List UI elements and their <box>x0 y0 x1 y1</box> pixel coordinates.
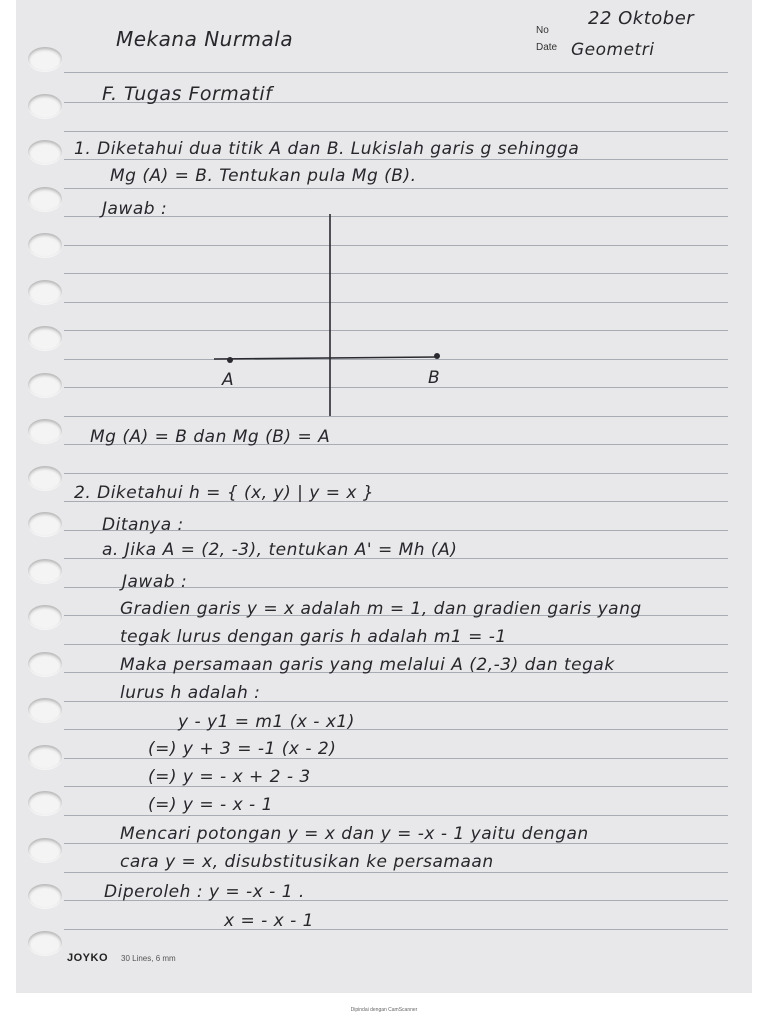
q2-diperoleh: Diperoleh : y = -x - 1 . <box>104 882 305 902</box>
q2-text-5: Mencari potongan y = x dan y = -x - 1 yaitu dengan <box>120 824 589 844</box>
q2-eq-2: (=) y + 3 = -1 (x - 2) <box>148 739 337 759</box>
q1-jawab: Jawab : <box>102 199 168 219</box>
point-b-dot <box>434 353 440 359</box>
notebook-page <box>16 0 752 993</box>
student-name: Mekana Nurmala <box>116 27 294 51</box>
q2-text-4: lurus h adalah : <box>120 683 261 703</box>
paper-spec: 30 Lines, 6 mm <box>121 954 176 963</box>
q1-line2: Mg (A) = B. Tentukan pula Mg (B). <box>110 166 417 186</box>
q2-text-1: Gradien garis y = x adalah m = 1, dan gradien garis yang <box>120 599 642 619</box>
q2-ditanya: Ditanya : <box>102 515 184 535</box>
scanner-note: Dipindai dengan CamScanner <box>350 1007 418 1013</box>
q1-result: Mg (A) = B dan Mg (B) = A <box>90 427 331 447</box>
q2-line1: 2. Diketahui h = { (x, y) | y = x } <box>74 483 375 503</box>
point-b-label: B <box>428 368 441 388</box>
q2-eq-1: y - y1 = m1 (x - x1) <box>178 712 355 732</box>
date-label: Date <box>536 42 558 53</box>
no-value: 22 Oktober <box>588 8 695 29</box>
q2-text-2: tegak lurus dengan garis h adalah m1 = -1 <box>120 627 507 647</box>
q2-eq-3: (=) y = - x + 2 - 3 <box>148 767 311 787</box>
date-value: Geometri <box>571 40 655 60</box>
section-title: F. Tugas Formatif <box>102 83 273 105</box>
q2-jawab: Jawab : <box>122 572 188 592</box>
point-a-dot <box>227 357 233 363</box>
q1-line1: 1. Diketahui dua titik A dan B. Lukislah garis g sehingga <box>74 139 580 159</box>
q2-text-3: Maka persamaan garis yang melalui A (2,-3) dan tegak <box>120 655 615 675</box>
q2-text-6: cara y = x, disubstitusikan ke persamaan <box>120 852 494 872</box>
q2-part-a: a. Jika A = (2, -3), tentukan A' = Mh (A) <box>102 540 458 560</box>
segment-ab <box>214 357 438 359</box>
q2-eq-4: (=) y = - x - 1 <box>148 795 273 815</box>
q2-last-eq: x = - x - 1 <box>224 911 314 931</box>
brand-logo: JOYKO <box>67 952 109 964</box>
point-a-label: A <box>222 370 235 390</box>
no-label: No <box>536 25 549 36</box>
